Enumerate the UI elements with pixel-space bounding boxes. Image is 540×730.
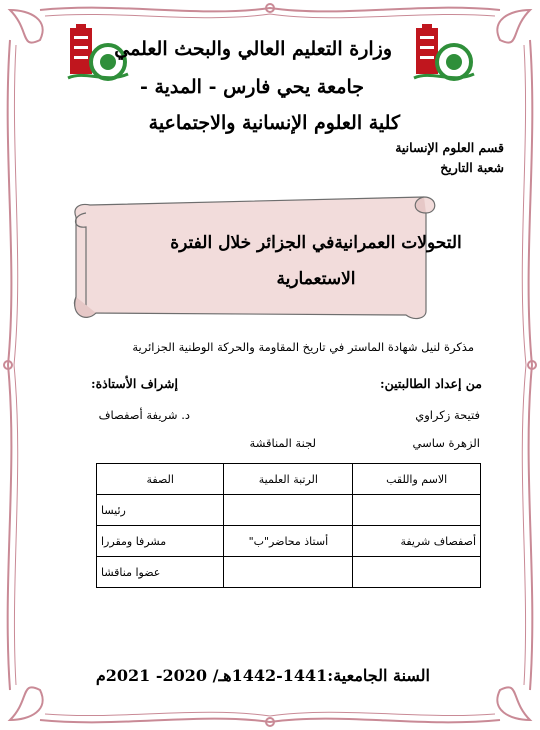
table-row bbox=[97, 526, 481, 557]
university-name: جامعة يحي فارس - المدية - bbox=[139, 76, 364, 98]
degree-note: مذكرة لنيل شهادة الماستر في تاريخ المقاومة والحركة الوطنية الجزائرية bbox=[132, 340, 474, 354]
table-cell-role: مشرفا ومقررا bbox=[97, 526, 224, 557]
faculty-name: كلية العلوم الإنسانية والاجتماعية bbox=[148, 112, 400, 134]
student-name-1: فتيحة زكراوي bbox=[415, 408, 480, 422]
branch-name: شعبة التاريخ bbox=[440, 160, 504, 175]
department-name: قسم العلوم الإنسانية bbox=[395, 140, 504, 155]
table-cell-name: أصفصاف شريفة bbox=[353, 526, 481, 557]
committee-table bbox=[96, 463, 481, 588]
academic-year: السنة الجامعية:1441-1442هـ/ 2020- 2021م bbox=[95, 666, 430, 685]
title-scroll-banner bbox=[66, 193, 462, 323]
table-header-rank: الرتبة العلمية bbox=[224, 464, 353, 495]
table-cell-rank bbox=[224, 495, 353, 526]
table-header-name: الاسم واللقب bbox=[353, 464, 481, 495]
table-cell-role: رئيسا bbox=[97, 495, 224, 526]
student-name-2: الزهرة ساسي bbox=[412, 436, 480, 450]
supervisor-name: د. شريفة أصفصاف bbox=[98, 408, 190, 422]
supervisor-label: إشراف الأستاذة: bbox=[90, 376, 178, 391]
ministry-name: وزارة التعليم العالي والبحث العلمي bbox=[114, 38, 392, 60]
university-logo-icon bbox=[412, 22, 476, 86]
table-header-row bbox=[97, 464, 481, 495]
committee-label: لجنة المناقشة bbox=[249, 436, 316, 450]
table-cell-name bbox=[353, 557, 481, 588]
thesis-title-line2: الاستعمارية bbox=[276, 269, 356, 289]
table-row bbox=[97, 495, 481, 526]
table-header-role: الصفة bbox=[97, 464, 224, 495]
table-cell-role: عضوا مناقشا bbox=[97, 557, 224, 588]
table-row bbox=[97, 557, 481, 588]
table-cell-rank: أستاذ محاضر"ب" bbox=[224, 526, 353, 557]
thesis-title-line1: التحولات العمرانيةفي الجزائر خلال الفترة bbox=[170, 233, 462, 253]
table-cell-name bbox=[353, 495, 481, 526]
table-cell-rank bbox=[224, 557, 353, 588]
prepared-by-label: من إعداد الطالبتين: bbox=[379, 376, 482, 391]
